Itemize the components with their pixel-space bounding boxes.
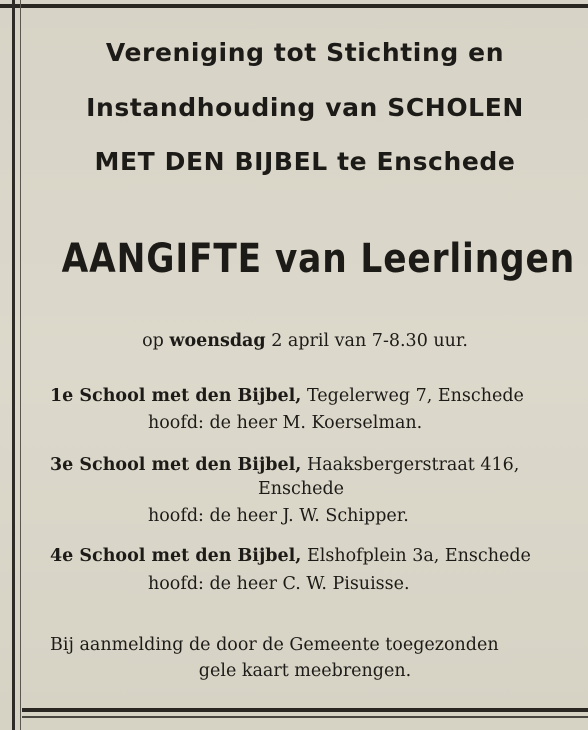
date-rest: 2 april van 7-8.30 uur. [265,331,468,351]
top-border-rule [0,4,588,8]
left-inner-rule [20,0,21,730]
school-1-head: hoofd: de heer M. Koerselman. [148,413,423,433]
school-4-line [50,546,531,566]
date-line [22,331,588,351]
school-3-address: Haaksbergerstraat 416, [301,455,520,475]
heading-line-1: Vereniging tot Stichting en [105,38,505,67]
school-1-line [50,386,524,406]
left-border-rule [12,0,15,730]
heading-line-2: Instandhouding van SCHOLEN [86,93,524,122]
school-3-head: hoofd: de heer J. W. Schipper. [148,506,409,526]
school-3-name: 3e School met den Bijbel, [50,455,302,475]
school-3-address-2: Enschede [258,479,345,499]
date-day: woensdag [169,331,266,351]
school-1-address: Tegelerweg 7, Enschede [301,386,524,406]
note-line-2: gele kaart meebrengen. [198,661,412,681]
school-4-head: hoofd: de heer C. W. Pisuisse. [148,574,410,594]
bottom-border-rule-thin [22,716,588,718]
school-3-line [50,455,519,475]
date-prefix: op [142,331,170,351]
school-4-address: Elshofplein 3a, Enschede [301,546,531,566]
announcement-title: AANGIFTE van Leerlingen [61,236,576,282]
note-line-1: Bij aanmelding de door de Gemeente toegezonden [50,635,499,655]
bottom-border-rule [22,708,588,712]
heading-line-3: MET DEN BIJBEL te Enschede [94,147,516,176]
school-4-name: 4e School met den Bijbel, [50,546,302,566]
school-1-name: 1e School met den Bijbel, [50,386,302,406]
